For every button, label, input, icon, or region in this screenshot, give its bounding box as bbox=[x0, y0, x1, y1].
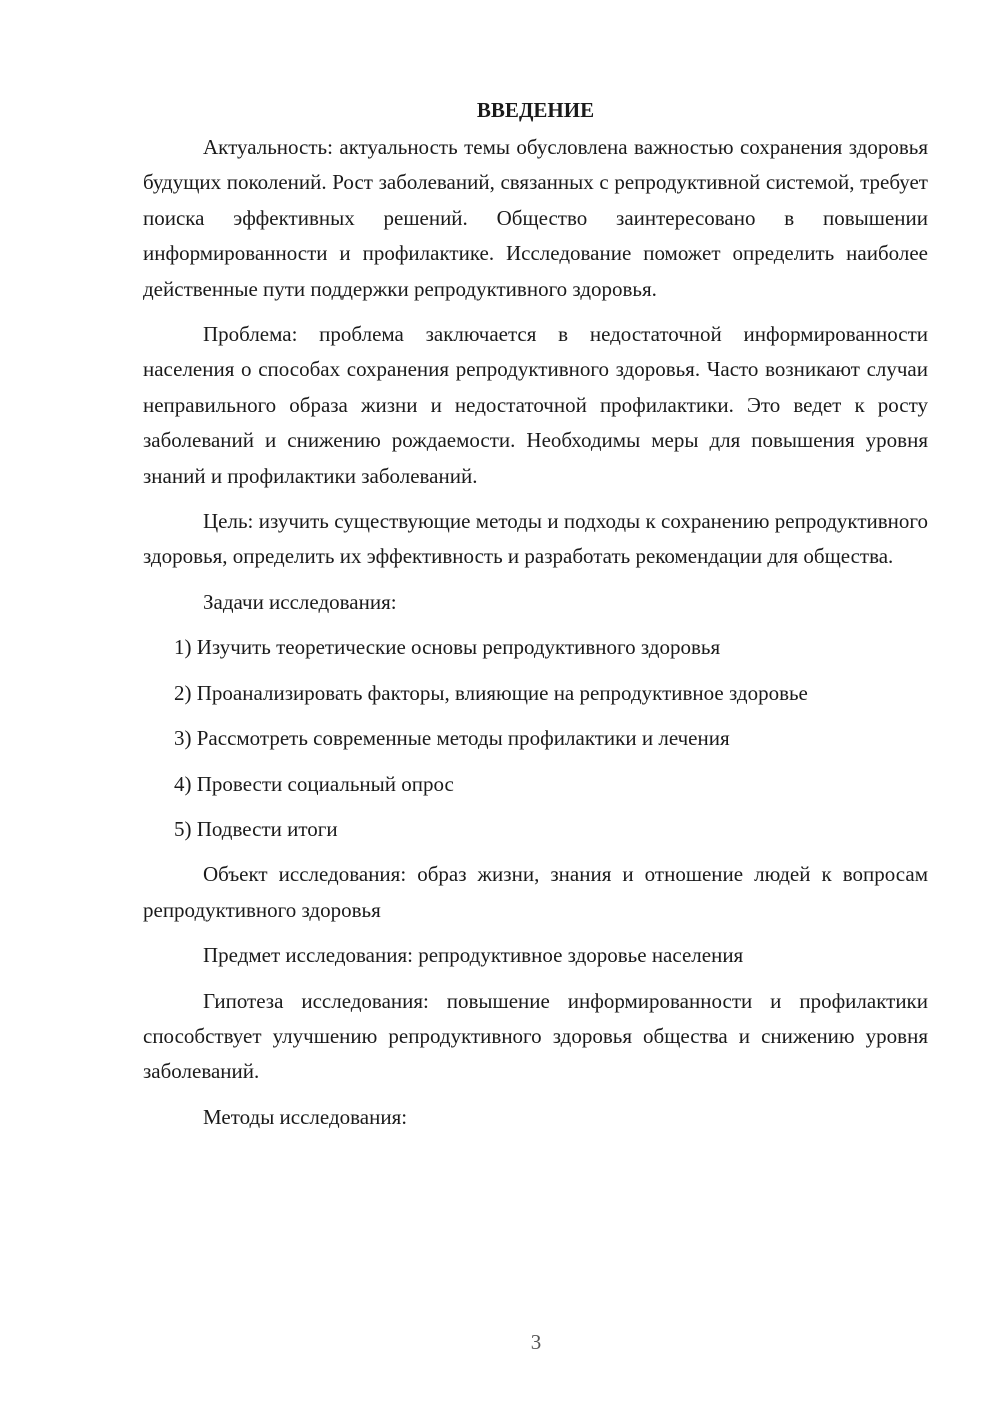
problem-paragraph: Проблема: проблема заключается в недостаточной информированности населения о способах сохранения репродуктивного здоровья. Часто возникают случаи неправильного образа жизни и недостаточной профилактики. Это ведет к росту заболеваний и снижению рождаемости. Необходимы меры для повышения уровня знаний и профилактики заболеваний. bbox=[143, 322, 928, 488]
page-title: ВВЕДЕНИЕ bbox=[476, 98, 595, 122]
document-page bbox=[143, 92, 928, 1145]
methods-heading: Методы исследования: bbox=[203, 1104, 408, 1129]
task-item: 4) Провести социальный опрос bbox=[174, 771, 454, 796]
goal-paragraph: Цель: изучить существующие методы и подходы к сохранению репродуктивного здоровья, определить их эффективность и разработать рекомендации для общества. bbox=[143, 509, 928, 569]
hypothesis-paragraph: Гипотеза исследования: повышение информированности и профилактики способствует улучшению репродуктивного здоровья общества и снижению уровня заболеваний. bbox=[143, 988, 928, 1084]
page-number: 3 bbox=[530, 1330, 542, 1354]
subject-paragraph: Предмет исследования: репродуктивное здоровье населения bbox=[203, 943, 744, 968]
object-paragraph: Объект исследования: образ жизни, знания и отношение людей к вопросам репродуктивного здоровья bbox=[143, 862, 928, 922]
task-item: 5) Подвести итоги bbox=[174, 816, 338, 841]
relevance-paragraph: Актуальность: актуальность темы обусловлена важностью сохранения здоровья будущих поколений. Рост заболеваний, связанных с репродуктивной системой, требует поиска эффективных решений. Общество заинтересовано в повышении информированности и профилактике. Исследование поможет определить наиболее действенные пути поддержки репродуктивного здоровья. bbox=[143, 135, 928, 301]
task-item: 2) Проанализировать факторы, влияющие на репродуктивное здоровье bbox=[174, 680, 808, 705]
tasks-heading: Задачи исследования: bbox=[203, 589, 397, 614]
task-item: 3) Рассмотреть современные методы профилактики и лечения bbox=[174, 726, 730, 751]
task-item: 1) Изучить теоретические основы репродуктивного здоровья bbox=[174, 635, 721, 660]
